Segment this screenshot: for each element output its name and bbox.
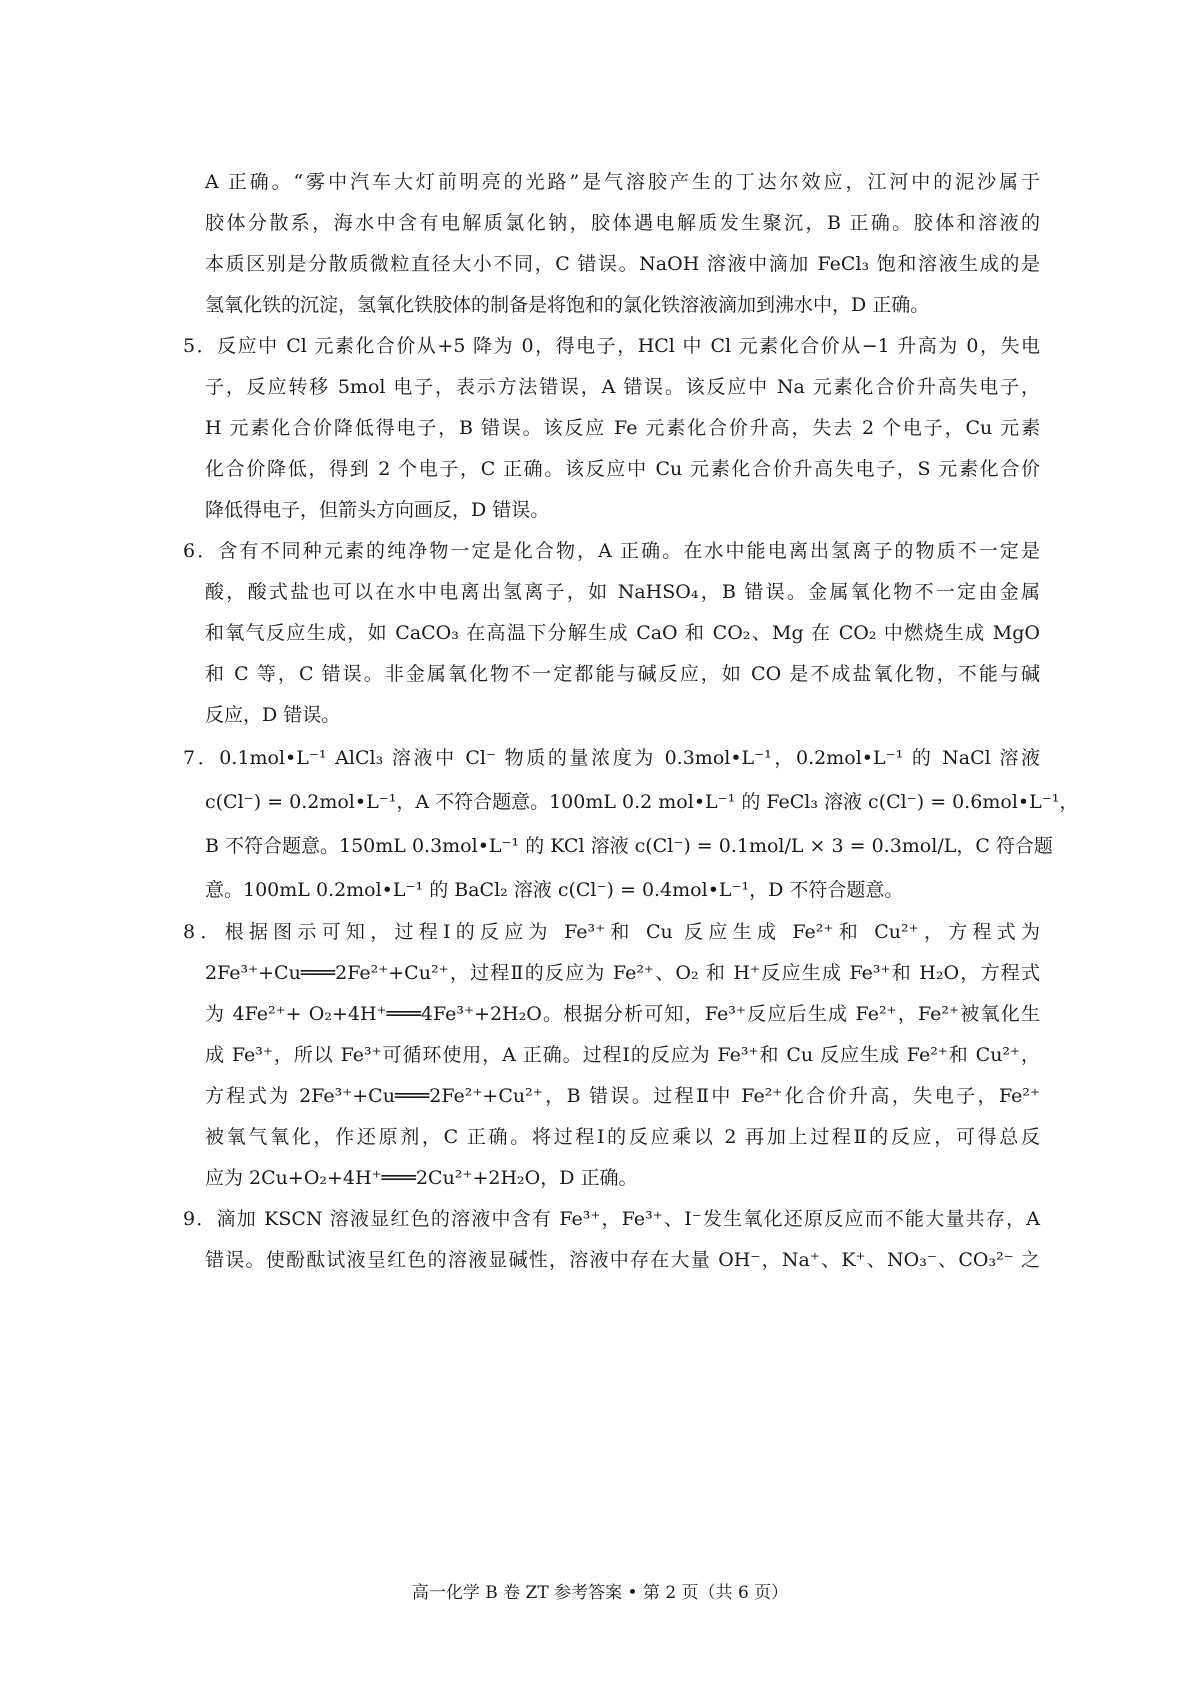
text-line: 化合价降低，得到 2 个电子，C 正确。该反应中 Cu 元素化合价升高失电子，S 元素化合价 [205,458,1040,480]
answer-item-7 [183,736,1079,912]
text-line: 降低得电子，但箭头方向画反，D 错误。 [205,499,550,521]
answer-item-6 [183,531,1040,736]
answer-item-5 [183,326,1040,531]
text-line: 9．滴加 KSCN 溶液显红色的溶液中含有 Fe³⁺，Fe³⁺、I⁻发生氧化还原反应而不能大量共存，A [183,1208,1040,1230]
page-footer: 高一化学 B 卷 ZT 参考答案 • 第 2 页（共 6 页） [411,1583,789,1603]
answer-content [183,162,1079,1281]
text-line: c(Cl⁻) = 0.2mol•L⁻¹，A 不符合题意。100mL 0.2 mol•L⁻¹ 的 FeCl₃ 溶液 c(Cl⁻) = 0.6mol•L⁻¹， [205,791,1079,813]
text-line: 和氧气反应生成，如 CaCO₃ 在高温下分解生成 CaO 和 CO₂、Mg 在 CO₂ 中燃烧生成 MgO [205,622,1040,644]
text-line: 酸，酸式盐也可以在水中电离出氢离子，如 NaHSO₄，B 错误。金属氧化物不一定由金属 [205,581,1040,603]
text-line: H 元素化合价降低得电子，B 错误。该反应 Fe 元素化合价升高，失去 2 个电子，Cu 元素 [205,417,1040,439]
text-line: 5．反应中 Cl 元素化合价从+5 降为 0，得电子，HCl 中 Cl 元素化合价从−1 升高为 0，失电 [183,335,1040,357]
text-line: B 不符合题意。150mL 0.3mol•L⁻¹ 的 KCl 溶液 c(Cl⁻) = 0.1mol/L × 3 = 0.3mol/L，C 符合题 [205,835,1053,857]
text-line: 2Fe³⁺+Cu═══2Fe²⁺+Cu²⁺，过程Ⅱ的反应为 Fe²⁺、O₂ 和 H⁺反应生成 Fe³⁺和 H₂O，方程式 [205,962,1040,984]
text-line: 6．含有不同种元素的纯净物一定是化合物，A 正确。在水中能电离出氢离子的物质不一定是 [183,540,1040,562]
text-line: 氢氧化铁的沉淀，氢氧化铁胶体的制备是将饱和的氯化铁溶液滴加到沸水中，D 正确。 [205,294,930,316]
text-line: 本质区别是分散质微粒直径大小不同，C 错误。NaOH 溶液中滴加 FeCl₃ 饱和溶液生成的是 [205,253,1040,275]
answer-item-8 [183,912,1040,1199]
text-line: 反应，D 错误。 [205,704,341,726]
answer-item-9 [183,1199,1040,1281]
text-line: 意。100mL 0.2mol•L⁻¹ 的 BaCl₂ 溶液 c(Cl⁻) = 0.4mol•L⁻¹，D 不符合题意。 [205,879,904,901]
text-line: 7．0.1mol•L⁻¹ AlCl₃ 溶液中 Cl⁻ 物质的量浓度为 0.3mol•L⁻¹，0.2mol•L⁻¹ 的 NaCl 溶液 [183,747,1040,769]
text-line: 胶体分散系，海水中含有电解质氯化钠，胶体遇电解质发生聚沉，B 正确。胶体和溶液的 [205,212,1040,234]
text-line: 应为 2Cu+O₂+4H⁺═══2Cu²⁺+2H₂O，D 正确。 [205,1167,638,1189]
text-line: 被氧气氧化，作还原剂，C 正确。将过程Ⅰ的反应乘以 2 再加上过程Ⅱ的反应，可得总反 [205,1126,1040,1148]
text-line: 成 Fe³⁺，所以 Fe³⁺可循环使用，A 正确。过程Ⅰ的反应为 Fe³⁺和 Cu 反应生成 Fe²⁺和 Cu²⁺， [205,1044,1040,1066]
text-line: 方程式为 2Fe³⁺+Cu═══2Fe²⁺+Cu²⁺，B 错误。过程Ⅱ中 Fe²⁺化合价升高，失电子，Fe²⁺ [205,1085,1040,1107]
text-line: 子，反应转移 5mol 电子，表示方法错误，A 错误。该反应中 Na 元素化合价升高失电子， [205,376,1040,398]
text-line: 和 C 等，C 错误。非金属氧化物不一定都能与碱反应，如 CO 是不成盐氧化物，不能与碱 [205,663,1040,685]
text-line: 8．根据图示可知，过程Ⅰ的反应为 Fe³⁺和 Cu 反应生成 Fe²⁺和 Cu²⁺，方程式为 [183,921,1040,943]
text-line: 为 4Fe²⁺+ O₂+4H⁺═══4Fe³⁺+2H₂O。根据分析可知，Fe³⁺反应后生成 Fe²⁺，Fe²⁺被氧化生 [205,1003,1040,1025]
paragraph-4-continuation [205,162,1040,326]
text-line: A 正确。“雾中汽车大灯前明亮的光路”是气溶胶产生的丁达尔效应，江河中的泥沙属于 [205,171,1040,193]
text-line: 错误。使酚酞试液呈红色的溶液显碱性，溶液中存在大量 OH⁻，Na⁺、K⁺、NO₃⁻、CO₃²⁻ 之 [205,1249,1040,1271]
